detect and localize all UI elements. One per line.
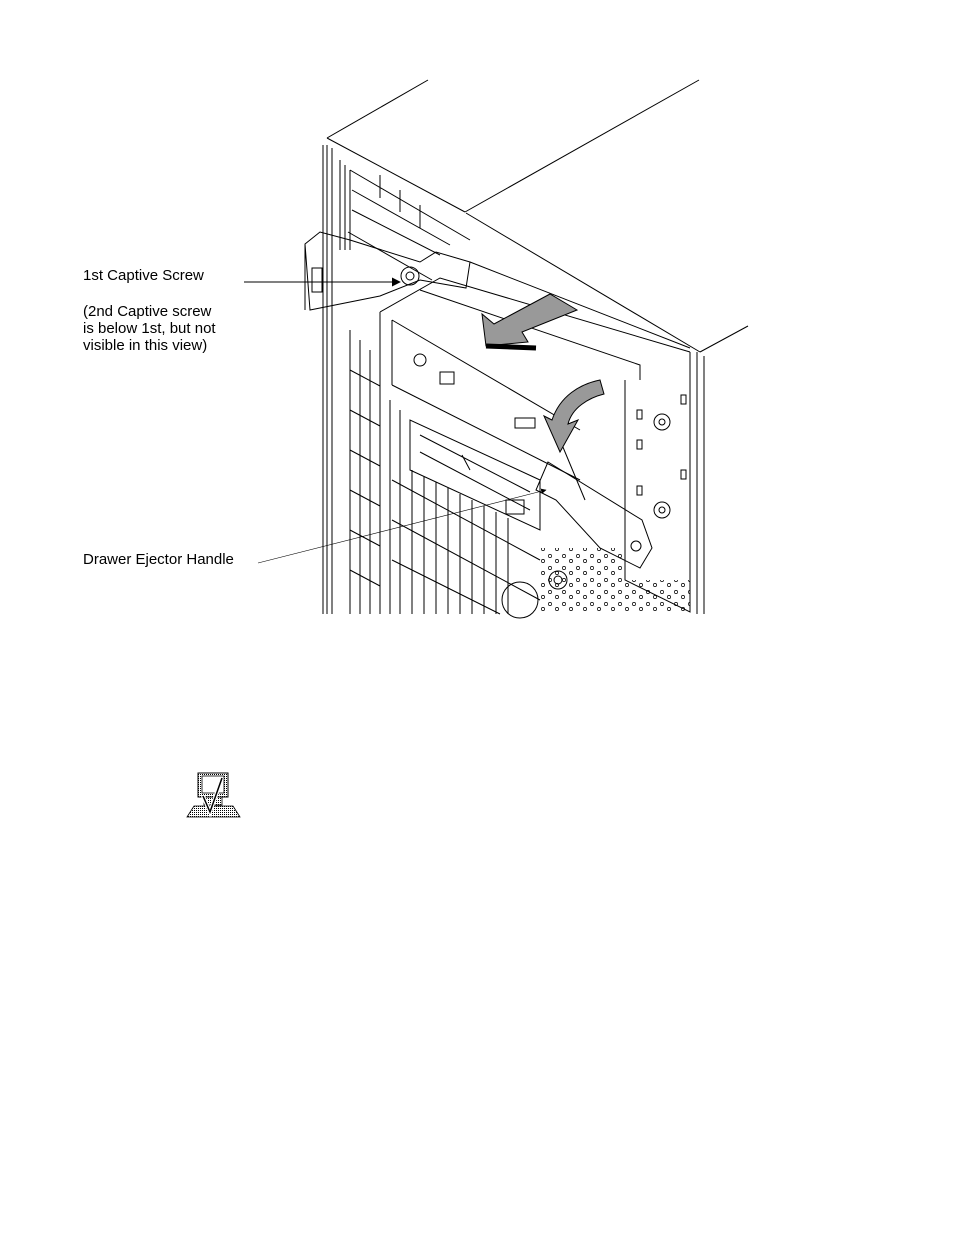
chassis-top-right-edge (465, 80, 699, 212)
captive-screw (401, 267, 419, 285)
captive-screw-label: 1st Captive Screw (83, 267, 204, 284)
chassis-top-edge (327, 80, 428, 138)
drawer-front (380, 278, 690, 614)
chassis-right-panel (625, 352, 704, 614)
ejector-handle-label: Drawer Ejector Handle (83, 551, 234, 568)
ejector-handle-leader (258, 490, 546, 563)
chassis-top-front (327, 138, 465, 212)
rotate-handle-arrow (544, 380, 604, 452)
front-grille (350, 330, 540, 614)
chassis-rear-edge (700, 326, 748, 352)
captive-screw-note: (2nd Captive screw is below 1st, but not visible in this view) (83, 303, 216, 354)
chassis-left-frame (323, 145, 332, 614)
note-checkmark-computer-icon (186, 772, 241, 818)
